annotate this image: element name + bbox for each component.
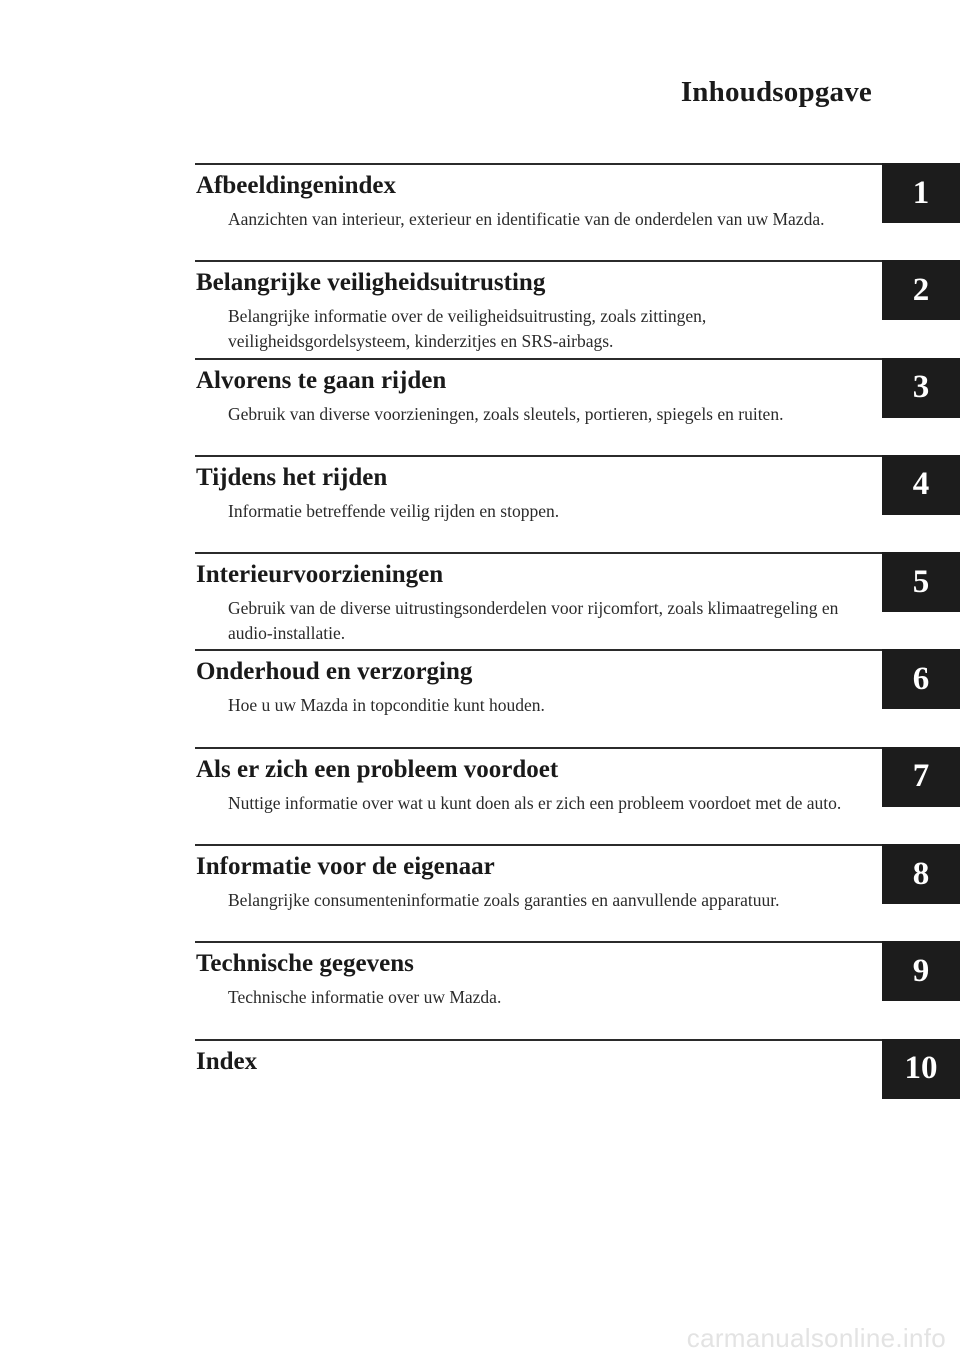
chapter-tab-8[interactable]: 8: [882, 844, 960, 904]
chapter-description: Belangrijke consumenteninformatie zoals garanties en aanvullende apparatuur.: [228, 890, 780, 911]
chapter-heading[interactable]: Index: [196, 1047, 258, 1075]
section-divider: [195, 649, 882, 651]
chapter-heading[interactable]: Technische gegevens: [196, 950, 414, 978]
section-divider: [195, 260, 882, 262]
chapter-description: Hoe u uw Mazda in topconditie kunt houden.: [228, 695, 545, 716]
toc-entry-5[interactable]: [0, 552, 960, 649]
section-divider: [195, 1039, 882, 1041]
toc-entry-4[interactable]: [0, 455, 960, 552]
toc-entry-10[interactable]: [0, 1039, 960, 1136]
watermark: carmanualsonline.info: [686, 1323, 946, 1353]
table-of-contents: [0, 163, 960, 1136]
chapter-heading[interactable]: Onderhoud en verzorging: [196, 658, 473, 686]
chapter-tab-1[interactable]: 1: [882, 163, 960, 223]
chapter-tab-10[interactable]: 10: [882, 1039, 960, 1099]
toc-entry-7[interactable]: [0, 747, 960, 844]
toc-entry-9[interactable]: [0, 941, 960, 1038]
chapter-description: Technische informatie over uw Mazda.: [228, 987, 502, 1008]
section-divider: [195, 552, 882, 554]
chapter-description: Informatie betreffende veilig rijden en stoppen.: [228, 500, 560, 521]
chapter-tab-4[interactable]: 4: [882, 455, 960, 515]
toc-entry-1[interactable]: [0, 163, 960, 260]
section-divider: [195, 844, 882, 846]
chapter-description: Aanzichten van interieur, exterieur en identificatie van de onderdelen van uw Mazda.: [228, 209, 825, 229]
chapter-heading[interactable]: Alvorens te gaan rijden: [196, 366, 447, 394]
chapter-heading[interactable]: Interieurvoorzieningen: [196, 561, 444, 589]
chapter-tab-6[interactable]: 6: [882, 649, 960, 709]
toc-entry-6[interactable]: [0, 649, 960, 746]
chapter-description: Gebruik van diverse voorzieningen, zoals sleutels, portieren, spiegels en ruiten.: [228, 403, 784, 424]
toc-entry-8[interactable]: [0, 844, 960, 941]
section-divider: [195, 163, 882, 165]
chapter-heading[interactable]: Tijdens het rijden: [196, 463, 388, 491]
page-title: Inhoudsopgave: [680, 76, 872, 108]
chapter-tab-2[interactable]: 2: [882, 260, 960, 320]
chapter-heading[interactable]: Belangrijke veiligheidsuitrusting: [196, 269, 546, 297]
chapter-tab-7[interactable]: 7: [882, 747, 960, 807]
chapter-description: Nuttige informatie over wat u kunt doen als er zich een probleem voordoet met de auto.: [228, 792, 842, 813]
chapter-description: Gebruik van de diverse uitrustingsonderdelen voor rijcomfort, zoals klimaatregeling en audio-installatie.: [228, 598, 839, 644]
chapter-heading[interactable]: Afbeeldingenindex: [196, 172, 397, 199]
chapter-tab-5[interactable]: 5: [882, 552, 960, 612]
chapter-tab-3[interactable]: 3: [882, 358, 960, 418]
chapter-description: Belangrijke informatie over de veiligheidsuitrusting, zoals zittingen, veiligheidsgordelsysteem, kinderzitjes en SRS-airbags.: [228, 306, 707, 352]
section-divider: [195, 455, 882, 457]
chapter-heading[interactable]: Informatie voor de eigenaar: [196, 853, 495, 881]
section-divider: [195, 747, 882, 749]
section-divider: [195, 941, 882, 943]
chapter-heading[interactable]: Als er zich een probleem voordoet: [196, 755, 559, 783]
toc-entry-3[interactable]: [0, 358, 960, 455]
toc-entry-2[interactable]: [0, 260, 960, 357]
chapter-tab-9[interactable]: 9: [882, 941, 960, 1001]
section-divider: [195, 358, 882, 360]
